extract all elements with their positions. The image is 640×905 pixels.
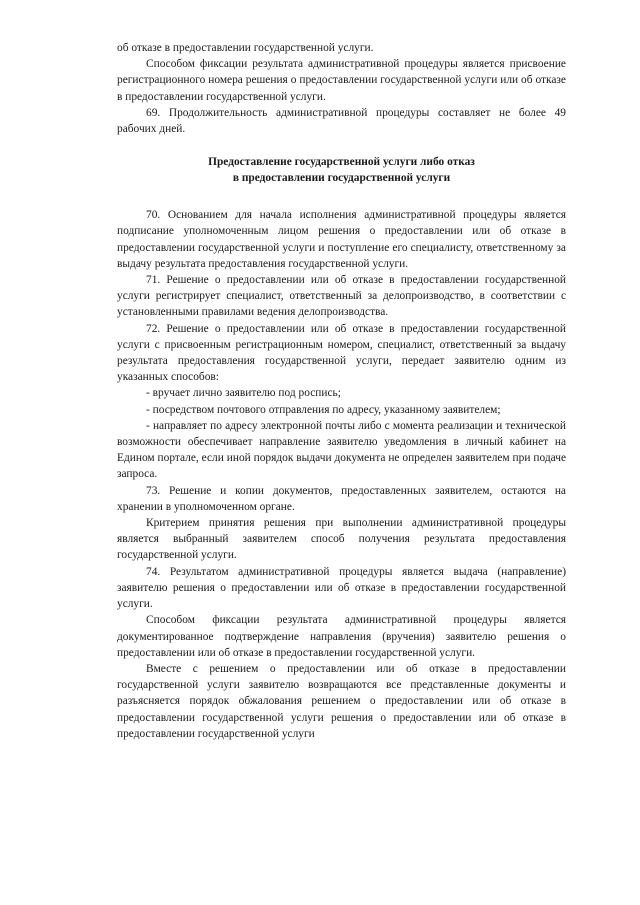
section-heading-line-1: Предоставление государственной услуги либо отказ (208, 156, 475, 169)
paragraph-fixation-method-2: Способом фиксации результата административной процедуры является документированное подтверждение направления (вручения) заявителю решения о предоставлении или об отказе в предоставлении государственной услуги. (117, 614, 566, 659)
paragraph-70: 70. Основанием для начала исполнения административной процедуры является подписание уполномоченным лицом решения о предоставлении или об отказе в предоставлении государственной услуги и поступление его специалисту, ответственному за выдачу результата предоставления государственной услуги. (117, 209, 566, 270)
paragraph-69: 69. Продолжительность административной процедуры составляет не более 49 рабочих дней. (117, 106, 566, 136)
list-item-in-person: - вручает лично заявителю под роспись; (146, 387, 341, 400)
paragraph-71: 71. Решение о предоставлении или об отказе в предоставлении государственной услуги регистрирует специалист, ответственный за делопроизводство, в соответствии с установленными правилами ведения делопроизводства. (117, 274, 566, 319)
paragraph-73: 73. Решение и копии документов, предоставленных заявителем, остаются на хранении в уполномоченном органе. (117, 484, 566, 513)
paragraph-fixation-method: Способом фиксации результата административной процедуры является присвоение регистрационного номера решения о предоставлении государственной услуги или об отказе в предоставлении государственной услуги. (117, 58, 566, 103)
paragraph-72: 72. Решение о предоставлении или об отказе в предоставлении государственной услуги с присвоенным регистрационным номером, специалист, ответственный за выдачу результата предоставления государственной услуги, передает заявителю одним из указанных способов: (117, 322, 566, 384)
document-page (117, 40, 566, 742)
section-heading (117, 154, 566, 186)
section-heading-line-2: в предоставлении государственной услуги (232, 172, 451, 185)
paragraph-74: 74. Результатом административной процедуры является выдача (направление) заявителю решения о предоставлении или об отказе в предоставлении государственной услуги. (117, 565, 566, 611)
list-item-email: - направляет по адресу электронной почты либо с момента реализации и технической возможности обеспечивает направление заявителю уведомления в личный кабинет на Едином портале, если иной порядок выдачи документа не определен заявителем при подаче запроса. (117, 419, 566, 481)
list-item-post: - посредством почтового отправления по адресу, указанному заявителем; (146, 403, 501, 416)
paragraph-continuation: об отказе в предоставлении государственной услуги. (117, 42, 374, 54)
paragraph-criterion: Критерием принятия решения при выполнении административной процедуры является выбранный заявителем способ получения результата предоставления государственной услуги. (117, 517, 566, 562)
paragraph-documents-returned: Вместе с решением о предоставлении или об отказе в предоставлении государственной услуги заявителю возвращаются все представленные документы и разъясняется порядок обжалования решением о предоставлении или об отказе в предоставлении государственной услуги решения о предоставлении или об отказе в предоставлении государственной услуги (117, 662, 566, 740)
